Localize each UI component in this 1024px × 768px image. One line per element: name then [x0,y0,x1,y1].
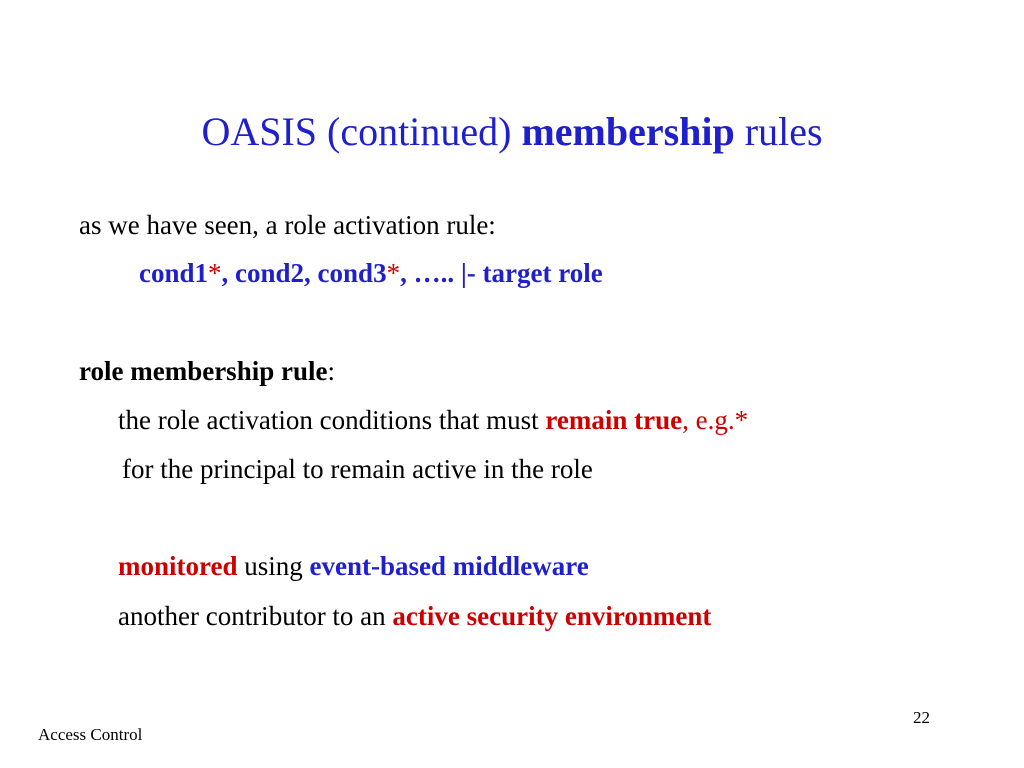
page-number: 22 [913,708,930,727]
slide-title [0,108,1024,156]
membership-heading: role membership rule [79,356,328,386]
conditions-line [118,403,748,437]
eg-note: , e.g.* [682,405,749,435]
contributor-line [118,599,711,633]
membership-heading-line [79,354,335,388]
rule-target: , ….. |- target role [400,258,603,288]
principal-line [122,452,593,486]
title-part-1: OASIS (continued) [201,109,522,154]
intro-line [79,208,496,242]
intro-text: as we have seen, a role activation rule: [79,210,496,240]
title-part-2: membership [521,109,735,154]
footer-label: Access Control [38,725,143,744]
contributor-text: another contributor to an [118,601,393,631]
event-based-middleware: event-based middleware [309,551,589,581]
rule-star-1: * [208,258,222,288]
activation-rule-line [139,256,603,290]
monitored-word: monitored [118,551,238,581]
using-word: using [237,551,310,581]
rule-cond2-cond3: , cond2, cond3 [221,258,387,288]
monitored-line [118,549,589,583]
conditions-text: the role activation conditions that must [118,405,546,435]
principal-text: for the principal to remain active in the role [122,454,593,484]
title-part-3: rules [734,109,823,154]
membership-colon: : [327,356,335,386]
rule-cond1: cond1 [139,258,209,288]
rule-star-2: * [386,258,401,288]
remain-true: remain true [545,405,683,435]
active-security-environment: active security environment [392,601,712,631]
